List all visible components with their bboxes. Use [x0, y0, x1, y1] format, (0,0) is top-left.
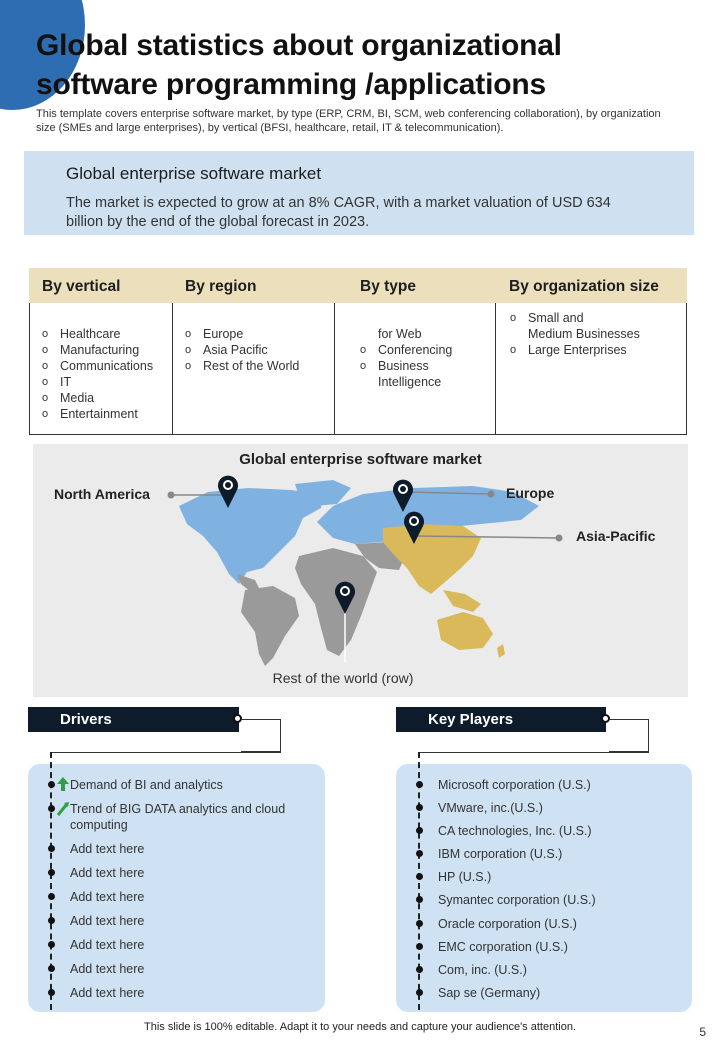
timeline-dot — [48, 917, 55, 924]
segmentation-header — [29, 268, 687, 303]
timeline-dot — [48, 893, 55, 900]
south-america-shape — [241, 586, 299, 666]
key-player-item: CA technologies, Inc. (U.S.) — [438, 824, 592, 838]
label-north-america: North America — [54, 486, 150, 502]
list-item: o Business — [360, 358, 452, 374]
driver-item: Add text here — [70, 890, 145, 904]
label-asia-pacific: Asia-Pacific — [576, 528, 656, 544]
market-summary-box — [24, 151, 694, 235]
market-heading: Global enterprise software market — [66, 164, 322, 183]
segment-heading-region: By region — [185, 278, 257, 295]
key-player-item: IBM corporation (U.S.) — [438, 847, 563, 861]
segment-heading-org-size: By organization size — [509, 278, 659, 295]
timeline-dot — [416, 850, 423, 857]
driver-item: Demand of BI and analytics — [70, 778, 223, 792]
list-item: o Entertainment — [42, 406, 153, 422]
list-item: o Small and — [510, 310, 640, 326]
key-players-connector — [609, 719, 649, 752]
segmentation-table — [29, 268, 687, 435]
key-player-item: Com, inc. (U.S.) — [438, 963, 527, 977]
drivers-tab: Drivers — [28, 707, 239, 732]
timeline-dot — [48, 805, 55, 812]
list-item: o Large Enterprises — [510, 342, 640, 358]
australia-shape — [437, 612, 493, 650]
driver-item: Trend of BIG DATA analytics and cloud computing — [70, 802, 286, 832]
timeline-dot — [416, 781, 423, 788]
page-number: 5 — [699, 1025, 706, 1039]
key-player-item: Oracle corporation (U.S.) — [438, 917, 577, 931]
timeline-dot — [416, 920, 423, 927]
key-player-item: Microsoft corporation (U.S.) — [438, 778, 591, 792]
list-item: Intelligence — [378, 375, 442, 389]
list-item: o Asia Pacific — [185, 342, 299, 358]
timeline-dot — [48, 989, 55, 996]
segment-cell-vertical — [29, 303, 173, 435]
list-item: Medium Businesses — [528, 327, 640, 341]
driver-item: Add text here — [70, 986, 145, 1000]
list-item: o Media — [42, 390, 153, 406]
asia-pacific-leader-dot — [556, 535, 563, 542]
timeline-dot — [416, 989, 423, 996]
timeline-dot — [48, 869, 55, 876]
key-player-item: HP (U.S.) — [438, 870, 492, 884]
driver-item: Add text here — [70, 962, 145, 976]
list-item: o Healthcare — [42, 326, 153, 342]
arrow-up-icon — [56, 776, 70, 792]
africa-shape — [295, 548, 377, 656]
list-item: o Communications — [42, 358, 153, 374]
key-player-item: Symantec corporation (U.S.) — [438, 893, 596, 907]
trend-arrow-icon — [56, 801, 70, 817]
timeline-dot — [416, 804, 423, 811]
segment-cell-type — [334, 303, 496, 435]
timeline-dot — [48, 781, 55, 788]
drivers-connector-bottom — [50, 752, 281, 753]
list-item: o Europe — [185, 326, 299, 342]
europe-leader-dot — [488, 491, 495, 498]
world-map-panel — [33, 444, 688, 697]
timeline-dot — [48, 965, 55, 972]
new-zealand-shape — [497, 644, 505, 658]
timeline-dot — [48, 941, 55, 948]
driver-item: Add text here — [70, 842, 145, 856]
timeline-dot — [416, 827, 423, 834]
world-map — [33, 444, 688, 697]
segment-cell-region — [172, 303, 335, 435]
timeline-dot — [48, 845, 55, 852]
map-title: Global enterprise software market — [239, 451, 482, 468]
key-player-item: EMC corporation (U.S.) — [438, 940, 568, 954]
key-player-item: Sap se (Germany) — [438, 986, 541, 1000]
segment-heading-type: By type — [360, 278, 416, 295]
timeline-dot — [416, 943, 423, 950]
page-title: Global statistics about organizational software programming /applications — [36, 29, 562, 101]
drivers-connector — [241, 719, 281, 752]
driver-item: Add text here — [70, 866, 145, 880]
southeast-asia-shape — [443, 590, 481, 612]
list-item: o Rest of the World — [185, 358, 299, 374]
footer-note: This slide is 100% editable. Adapt it to your needs and capture your audience's attention. — [144, 1021, 576, 1033]
list-item: o IT — [42, 374, 153, 390]
key-player-item: VMware, inc.(U.S.) — [438, 801, 543, 815]
timeline-dot — [416, 896, 423, 903]
driver-item: Add text here — [70, 914, 145, 928]
label-rest-of-world: Rest of the world (row) — [272, 670, 414, 686]
list-item: for Web — [378, 327, 422, 341]
market-description: The market is expected to grow at an 8% CAGR, with a market valuation of USD 634 billion by the end of the global forecast in 2023. — [66, 195, 611, 230]
page-subtitle: This template covers enterprise software market, by type (ERP, CRM, BI, SCM, web conferencing collaboration), by organization size (SMEs and large enterprises), by vertical (BFSI, healthcare, retail, IT & telecommunication). — [36, 108, 661, 134]
segment-heading-vertical: By vertical — [42, 278, 121, 295]
segment-cell-org-size — [495, 303, 687, 435]
list-item: o Manufacturing — [42, 342, 153, 358]
north-america-leader-dot — [168, 492, 175, 499]
key-players-tab: Key Players — [396, 707, 606, 732]
label-europe: Europe — [506, 485, 555, 501]
timeline-dot — [416, 873, 423, 880]
driver-item: Add text here — [70, 938, 145, 952]
key-players-connector-bottom — [418, 752, 649, 753]
list-item: o Conferencing — [360, 342, 452, 358]
timeline-dot — [416, 966, 423, 973]
